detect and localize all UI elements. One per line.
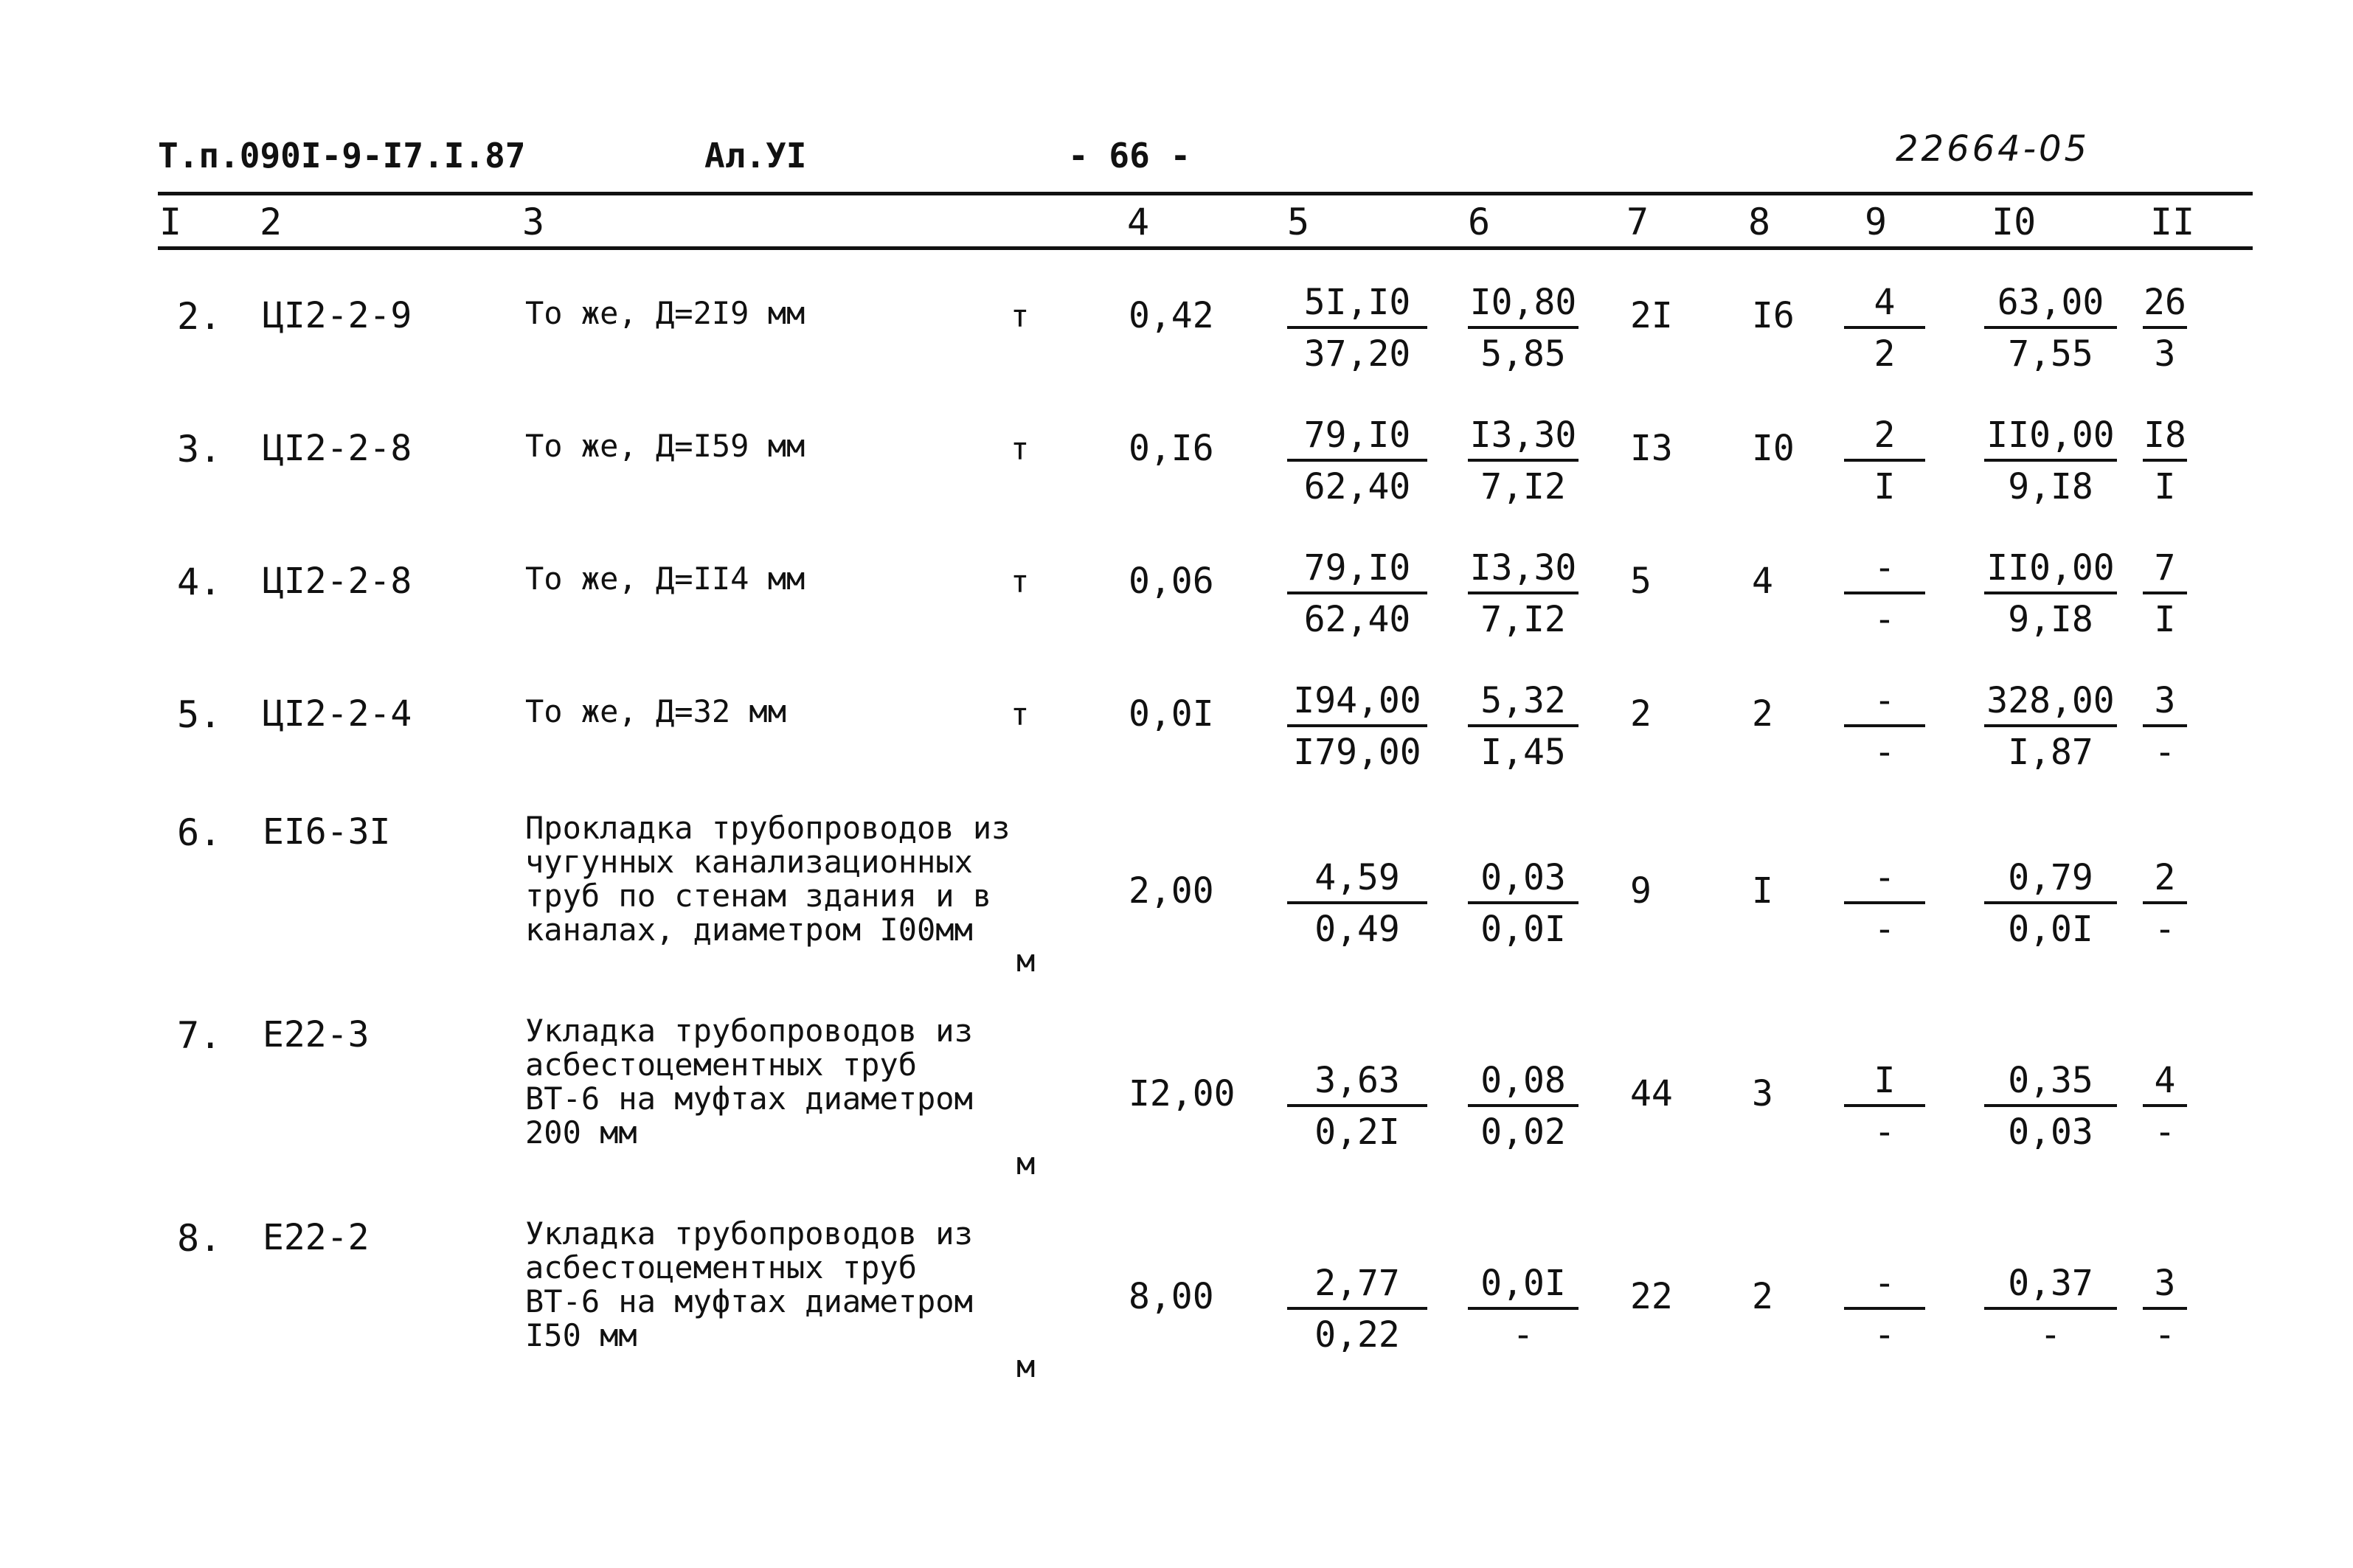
value-fraction-c5 xyxy=(1287,547,1427,640)
description-line: ВТ-6 на муфтах диаметром xyxy=(525,1080,973,1117)
fraction-numerator: II0,00 xyxy=(1984,417,2117,462)
row-number: 2. xyxy=(177,295,222,338)
quantity: 0,06 xyxy=(1129,561,1214,602)
value-fraction-c9 xyxy=(1844,282,1925,375)
inventory-number: 22664-05 xyxy=(1896,128,2090,170)
value-fraction-c5 xyxy=(1287,414,1427,507)
work-description xyxy=(525,1014,973,1150)
fraction-denominator: 7,I2 xyxy=(1480,599,1566,640)
fraction-denominator: I xyxy=(1874,466,1896,507)
fraction-denominator: 7,I2 xyxy=(1480,466,1566,507)
value-fraction-c11 xyxy=(2143,282,2187,375)
column-8-value: 2 xyxy=(1752,1276,1773,1317)
unit-of-measure: т xyxy=(1011,431,1030,467)
column-8-value: I0 xyxy=(1752,428,1795,469)
column-7-value: 22 xyxy=(1630,1276,1673,1317)
row-number: 5. xyxy=(177,693,222,736)
fraction-numerator: 3,63 xyxy=(1287,1063,1427,1107)
value-fraction-c11 xyxy=(2143,857,2187,950)
price-code: ЦI2-2-8 xyxy=(263,561,412,602)
value-fraction-c9 xyxy=(1844,414,1925,507)
fraction-denominator: - xyxy=(1874,909,1896,950)
description-line: Прокладка трубопроводов из xyxy=(525,810,1011,846)
fraction-denominator: 37,20 xyxy=(1303,333,1411,375)
column-8-value: 4 xyxy=(1752,561,1773,602)
price-code: ЦI2-2-9 xyxy=(263,295,412,336)
fraction-denominator: - xyxy=(1874,1314,1896,1356)
fraction-numerator: II0,00 xyxy=(1984,550,2117,594)
column-number: I xyxy=(159,201,182,243)
description-line: Укладка трубопроводов из xyxy=(525,1013,973,1049)
fraction-numerator: 79,I0 xyxy=(1287,417,1427,462)
fraction-numerator: 79,I0 xyxy=(1287,550,1427,594)
description-line: асбестоцементных труб xyxy=(525,1047,918,1083)
fraction-numerator: 2 xyxy=(2143,860,2187,904)
fraction-numerator: - xyxy=(1844,1266,1925,1310)
column-number: 7 xyxy=(1626,201,1649,243)
price-code: ЦI2-2-8 xyxy=(263,428,412,469)
fraction-denominator: 0,22 xyxy=(1314,1314,1400,1356)
fraction-denominator: 62,40 xyxy=(1303,599,1411,640)
fraction-numerator: 63,00 xyxy=(1984,285,2117,329)
value-fraction-c5 xyxy=(1287,1060,1427,1153)
value-fraction-c9 xyxy=(1844,1060,1925,1153)
fraction-numerator: 2 xyxy=(1844,417,1925,462)
value-fraction-c5 xyxy=(1287,857,1427,950)
column-number: 5 xyxy=(1287,201,1310,243)
fraction-numerator: - xyxy=(1844,550,1925,594)
description-line: 200 мм xyxy=(525,1114,637,1151)
fraction-numerator: I3,30 xyxy=(1468,550,1579,594)
fraction-numerator: 2,77 xyxy=(1287,1266,1427,1310)
value-fraction-c6 xyxy=(1468,414,1579,507)
quantity: I2,00 xyxy=(1129,1073,1236,1114)
column-8-value: 3 xyxy=(1752,1073,1773,1114)
page-number: - 66 - xyxy=(1068,136,1191,176)
fraction-denominator: - xyxy=(2154,732,2176,773)
fraction-numerator: - xyxy=(1844,860,1925,904)
fraction-denominator: - xyxy=(2154,1314,2176,1356)
row-number: 7. xyxy=(177,1014,222,1057)
fraction-denominator: - xyxy=(1874,599,1896,640)
value-fraction-c10 xyxy=(1984,414,2117,507)
fraction-numerator: 3 xyxy=(2143,683,2187,727)
fraction-denominator: - xyxy=(1874,732,1896,773)
value-fraction-c6 xyxy=(1468,1263,1579,1356)
fraction-numerator: I xyxy=(1844,1063,1925,1107)
fraction-numerator: 0,37 xyxy=(1984,1266,2117,1310)
unit-of-measure: м xyxy=(1016,943,1036,979)
fraction-denominator: - xyxy=(2040,1314,2062,1356)
column-7-value: 5 xyxy=(1630,561,1652,602)
value-fraction-c11 xyxy=(2143,1060,2187,1153)
fraction-denominator: 0,03 xyxy=(2008,1111,2093,1153)
fraction-numerator: 0,0I xyxy=(1468,1266,1579,1310)
fraction-numerator: 7 xyxy=(2143,550,2187,594)
fraction-denominator: - xyxy=(1512,1314,1534,1356)
value-fraction-c6 xyxy=(1468,282,1579,375)
quantity: 2,00 xyxy=(1129,870,1214,912)
fraction-numerator: 3 xyxy=(2143,1266,2187,1310)
value-fraction-c10 xyxy=(1984,1263,2117,1356)
value-fraction-c11 xyxy=(2143,547,2187,640)
fraction-denominator: I xyxy=(2154,466,2176,507)
fraction-numerator: 0,35 xyxy=(1984,1063,2117,1107)
unit-of-measure: т xyxy=(1011,696,1030,732)
fraction-numerator: 5I,I0 xyxy=(1287,285,1427,329)
fraction-numerator: 4,59 xyxy=(1287,860,1427,904)
description-line: каналах, диаметром I00мм xyxy=(525,912,973,948)
value-fraction-c10 xyxy=(1984,680,2117,773)
row-number: 8. xyxy=(177,1217,222,1260)
column-7-value: I3 xyxy=(1630,428,1673,469)
fraction-numerator: 5,32 xyxy=(1468,683,1579,727)
fraction-numerator: 0,79 xyxy=(1984,860,2117,904)
value-fraction-c9 xyxy=(1844,857,1925,950)
fraction-numerator: 26 xyxy=(2143,285,2187,329)
column-number: II xyxy=(2150,201,2195,243)
fraction-numerator: 0,03 xyxy=(1468,860,1579,904)
work-description xyxy=(525,695,786,729)
fraction-denominator: I xyxy=(2154,599,2176,640)
fraction-denominator: 0,0I xyxy=(2008,909,2093,950)
fraction-numerator: I0,80 xyxy=(1468,285,1579,329)
column-8-value: I xyxy=(1752,870,1773,912)
row-number: 6. xyxy=(177,811,222,854)
work-description xyxy=(525,429,805,463)
value-fraction-c9 xyxy=(1844,680,1925,773)
header-rule xyxy=(158,246,2253,250)
value-fraction-c11 xyxy=(2143,1263,2187,1356)
fraction-denominator: 0,49 xyxy=(1314,909,1400,950)
fraction-numerator: - xyxy=(1844,683,1925,727)
fraction-numerator: 4 xyxy=(1844,285,1925,329)
work-description xyxy=(525,562,805,596)
document-code: Т.п.090I-9-I7.I.87 xyxy=(158,136,526,176)
value-fraction-c6 xyxy=(1468,857,1579,950)
album-number: Ал.УI xyxy=(704,136,807,176)
column-number: 4 xyxy=(1127,201,1150,243)
work-description xyxy=(525,296,805,330)
fraction-denominator: - xyxy=(2154,909,2176,950)
quantity: 0,42 xyxy=(1129,295,1214,336)
fraction-denominator: I,87 xyxy=(2008,732,2093,773)
column-number: 2 xyxy=(260,201,283,243)
column-number: 3 xyxy=(522,201,545,243)
work-description xyxy=(525,811,1010,947)
fraction-denominator: 9,I8 xyxy=(2008,466,2093,507)
fraction-numerator: I94,00 xyxy=(1287,683,1427,727)
top-rule xyxy=(158,192,2253,195)
price-code: EI6-3I xyxy=(263,811,391,853)
unit-of-measure: т xyxy=(1011,563,1030,600)
value-fraction-c10 xyxy=(1984,1060,2117,1153)
description-line: То же, Д=32 мм xyxy=(525,693,787,729)
quantity: 8,00 xyxy=(1129,1276,1214,1317)
fraction-denominator: I79,00 xyxy=(1293,732,1421,773)
fraction-denominator: 0,0I xyxy=(1480,909,1566,950)
value-fraction-c10 xyxy=(1984,282,2117,375)
description-line: Укладка трубопроводов из xyxy=(525,1215,973,1252)
fraction-denominator: 62,40 xyxy=(1303,466,1411,507)
value-fraction-c11 xyxy=(2143,414,2187,507)
work-description xyxy=(525,1217,973,1353)
description-line: I50 мм xyxy=(525,1317,637,1353)
fraction-denominator: I,45 xyxy=(1480,732,1566,773)
fraction-denominator: 7,55 xyxy=(2008,333,2093,375)
fraction-denominator: 0,02 xyxy=(1480,1111,1566,1153)
quantity: 0,I6 xyxy=(1129,428,1214,469)
column-number: I0 xyxy=(1992,201,2037,243)
column-number: 6 xyxy=(1468,201,1491,243)
column-7-value: 44 xyxy=(1630,1073,1673,1114)
unit-of-measure: м xyxy=(1016,1145,1036,1182)
fraction-denominator: - xyxy=(1874,1111,1896,1153)
value-fraction-c6 xyxy=(1468,680,1579,773)
fraction-numerator: I8 xyxy=(2143,417,2187,462)
value-fraction-c5 xyxy=(1287,282,1427,375)
column-7-value: 2 xyxy=(1630,693,1652,735)
value-fraction-c9 xyxy=(1844,547,1925,640)
column-8-value: I6 xyxy=(1752,295,1795,336)
row-number: 3. xyxy=(177,428,222,471)
value-fraction-c6 xyxy=(1468,547,1579,640)
fraction-denominator: 2 xyxy=(1874,333,1896,375)
fraction-denominator: 3 xyxy=(2154,333,2176,375)
fraction-denominator: - xyxy=(2154,1111,2176,1153)
fraction-numerator: 328,00 xyxy=(1984,683,2117,727)
price-code: E22-2 xyxy=(263,1217,370,1258)
value-fraction-c5 xyxy=(1287,680,1427,773)
fraction-denominator: 0,2I xyxy=(1314,1111,1400,1153)
description-line: чугунных канализационных xyxy=(525,844,973,880)
description-line: То же, Д=2I9 мм xyxy=(525,295,805,331)
fraction-numerator: 0,08 xyxy=(1468,1063,1579,1107)
price-code: E22-3 xyxy=(263,1014,370,1055)
column-8-value: 2 xyxy=(1752,693,1773,735)
description-line: То же, Д=II4 мм xyxy=(525,561,805,597)
description-line: труб по стенам здания и в xyxy=(525,878,992,914)
column-number: 9 xyxy=(1865,201,1888,243)
quantity: 0,0I xyxy=(1129,693,1214,735)
fraction-numerator: I3,30 xyxy=(1468,417,1579,462)
fraction-numerator: 4 xyxy=(2143,1063,2187,1107)
value-fraction-c9 xyxy=(1844,1263,1925,1356)
description-line: асбестоцементных труб xyxy=(525,1249,918,1286)
value-fraction-c10 xyxy=(1984,857,2117,950)
description-line: То же, Д=I59 мм xyxy=(525,428,805,464)
unit-of-measure: м xyxy=(1016,1348,1036,1384)
value-fraction-c5 xyxy=(1287,1263,1427,1356)
column-7-value: 9 xyxy=(1630,870,1652,912)
fraction-denominator: 5,85 xyxy=(1480,333,1566,375)
value-fraction-c11 xyxy=(2143,680,2187,773)
value-fraction-c6 xyxy=(1468,1060,1579,1153)
column-number: 8 xyxy=(1748,201,1771,243)
fraction-denominator: 9,I8 xyxy=(2008,599,2093,640)
unit-of-measure: т xyxy=(1011,298,1030,334)
price-code: ЦI2-2-4 xyxy=(263,693,412,735)
row-number: 4. xyxy=(177,561,222,603)
value-fraction-c10 xyxy=(1984,547,2117,640)
column-7-value: 2I xyxy=(1630,295,1673,336)
description-line: ВТ-6 на муфтах диаметром xyxy=(525,1283,973,1319)
